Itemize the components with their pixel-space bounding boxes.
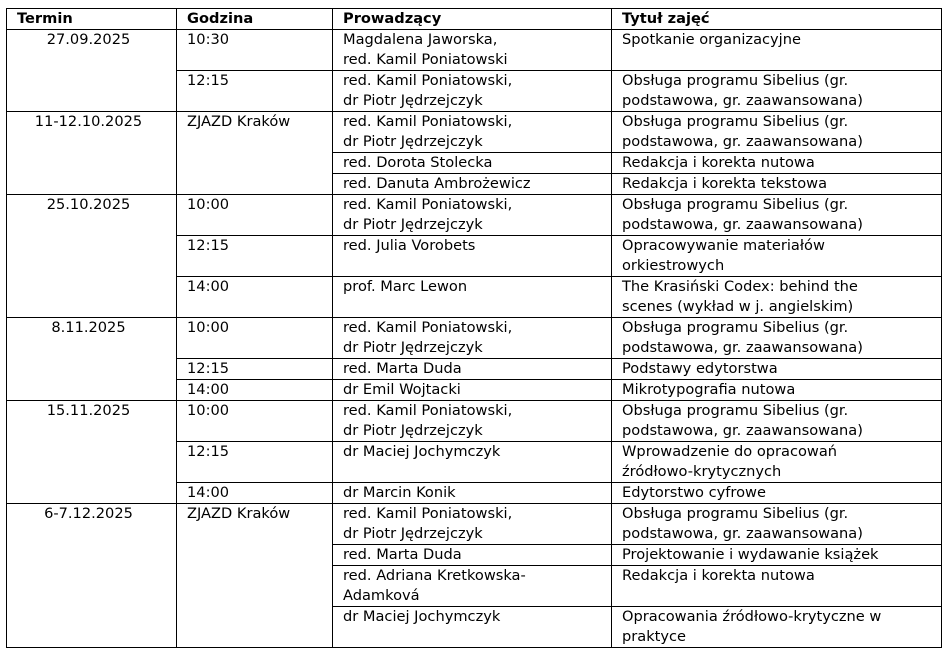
cell-tytul	[612, 380, 942, 401]
prowadzacy-text: prof. Marc Lewon	[343, 278, 468, 295]
header-prowadzacy: Prowadzący	[333, 9, 612, 30]
cell-prowadzacy	[333, 30, 612, 71]
prowadzacy-text: red. Kamil Poniatowski, dr Piotr Jędrzejczyk	[343, 402, 513, 439]
table-row	[7, 318, 942, 359]
cell-termin: 15.11.2025	[7, 401, 177, 504]
cell-tytul	[612, 277, 942, 318]
tytul-text: Podstawy edytorstwa	[622, 360, 778, 377]
cell-tytul	[612, 545, 942, 566]
prowadzacy-text: red. Dorota Stolecka	[343, 154, 493, 171]
tytul-text: Wprowadzenie do opracowań źródłowo-krytycznych	[622, 443, 838, 480]
table-row	[7, 112, 942, 153]
cell-tytul	[612, 483, 942, 504]
cell-godzina: 14:00	[177, 277, 333, 318]
cell-termin: 8.11.2025	[7, 318, 177, 401]
cell-prowadzacy	[333, 112, 612, 153]
tytul-text: Projektowanie i wydawanie książek	[622, 546, 879, 563]
prowadzacy-text: red. Marta Duda	[343, 360, 462, 377]
cell-prowadzacy	[333, 566, 612, 607]
header-tytul: Tytuł zajęć	[612, 9, 942, 30]
cell-godzina: 14:00	[177, 380, 333, 401]
cell-tytul	[612, 566, 942, 607]
cell-godzina: 12:15	[177, 359, 333, 380]
cell-tytul	[612, 174, 942, 195]
cell-prowadzacy	[333, 401, 612, 442]
cell-godzina: 12:15	[177, 71, 333, 112]
cell-tytul	[612, 607, 942, 648]
prowadzacy-text: red. Kamil Poniatowski, dr Piotr Jędrzejczyk	[343, 319, 513, 356]
cell-prowadzacy	[333, 545, 612, 566]
table-header	[7, 9, 942, 30]
prowadzacy-text: Magdalena Jaworska, red. Kamil Poniatowski	[343, 31, 508, 68]
cell-termin: 6-7.12.2025	[7, 504, 177, 648]
prowadzacy-text: dr Emil Wojtacki	[343, 381, 461, 398]
prowadzacy-text: red. Kamil Poniatowski, dr Piotr Jędrzejczyk	[343, 196, 513, 233]
tytul-text: Obsługa programu Sibelius (gr. podstawowa, gr. zaawansowana)	[622, 113, 863, 150]
cell-prowadzacy	[333, 153, 612, 174]
cell-termin: 11-12.10.2025	[7, 112, 177, 195]
cell-termin: 27.09.2025	[7, 30, 177, 112]
header-godzina: Godzina	[177, 9, 333, 30]
tytul-text: Obsługa programu Sibelius (gr. podstawowa, gr. zaawansowana)	[622, 319, 863, 356]
tytul-text: Obsługa programu Sibelius (gr. podstawowa, gr. zaawansowana)	[622, 72, 863, 109]
cell-prowadzacy	[333, 504, 612, 545]
prowadzacy-text: dr Maciej Jochymczyk	[343, 443, 501, 460]
cell-tytul	[612, 318, 942, 359]
cell-tytul	[612, 236, 942, 277]
table-row	[7, 401, 942, 442]
cell-prowadzacy	[333, 71, 612, 112]
cell-godzina: 14:00	[177, 483, 333, 504]
table-row	[7, 195, 942, 236]
prowadzacy-text: dr Marcin Konik	[343, 484, 456, 501]
tytul-text: Redakcja i korekta nutowa	[622, 154, 815, 171]
cell-godzina: ZJAZD Kraków	[177, 112, 333, 195]
schedule-table	[6, 8, 942, 648]
tytul-text: Spotkanie organizacyjne	[622, 31, 801, 48]
tytul-text: Obsługa programu Sibelius (gr. podstawowa, gr. zaawansowana)	[622, 505, 863, 542]
cell-tytul	[612, 153, 942, 174]
header-termin: Termin	[7, 9, 177, 30]
prowadzacy-text: dr Maciej Jochymczyk	[343, 608, 501, 625]
cell-prowadzacy	[333, 174, 612, 195]
prowadzacy-text: red. Danuta Ambrożewicz	[343, 175, 531, 192]
cell-prowadzacy	[333, 277, 612, 318]
cell-tytul	[612, 30, 942, 71]
prowadzacy-text: red. Kamil Poniatowski, dr Piotr Jędrzejczyk	[343, 72, 513, 109]
cell-godzina: ZJAZD Kraków	[177, 504, 333, 648]
tytul-text: Redakcja i korekta nutowa	[622, 567, 815, 584]
cell-prowadzacy	[333, 318, 612, 359]
prowadzacy-text: red. Adriana Kretkowska- Adamková	[343, 567, 526, 604]
prowadzacy-text: red. Marta Duda	[343, 546, 462, 563]
cell-tytul	[612, 442, 942, 483]
cell-tytul	[612, 359, 942, 380]
cell-tytul	[612, 195, 942, 236]
cell-tytul	[612, 401, 942, 442]
cell-godzina: 10:30	[177, 30, 333, 71]
cell-godzina: 10:00	[177, 195, 333, 236]
tytul-text: The Krasiński Codex: behind the scenes (wykład w j. angielskim)	[622, 278, 858, 315]
tytul-text: Edytorstwo cyfrowe	[622, 484, 766, 501]
cell-godzina: 12:15	[177, 442, 333, 483]
cell-termin: 25.10.2025	[7, 195, 177, 318]
table-row	[7, 504, 942, 545]
cell-godzina: 10:00	[177, 401, 333, 442]
tytul-text: Opracowywanie materiałów orkiestrowych	[622, 237, 825, 274]
cell-godzina: 12:15	[177, 236, 333, 277]
table-body	[7, 30, 942, 648]
prowadzacy-text: red. Kamil Poniatowski, dr Piotr Jędrzejczyk	[343, 113, 513, 150]
cell-prowadzacy	[333, 195, 612, 236]
tytul-text: Redakcja i korekta tekstowa	[622, 175, 828, 192]
cell-prowadzacy	[333, 380, 612, 401]
prowadzacy-text: red. Kamil Poniatowski, dr Piotr Jędrzejczyk	[343, 505, 513, 542]
cell-godzina: 10:00	[177, 318, 333, 359]
tytul-text: Obsługa programu Sibelius (gr. podstawowa, gr. zaawansowana)	[622, 196, 863, 233]
cell-tytul	[612, 112, 942, 153]
cell-tytul	[612, 504, 942, 545]
cell-tytul	[612, 71, 942, 112]
tytul-text: Obsługa programu Sibelius (gr. podstawowa, gr. zaawansowana)	[622, 402, 863, 439]
cell-prowadzacy	[333, 442, 612, 483]
table-row	[7, 30, 942, 71]
cell-prowadzacy	[333, 483, 612, 504]
prowadzacy-text: red. Julia Vorobets	[343, 237, 476, 254]
tytul-text: Opracowania źródłowo-krytyczne w praktyce	[622, 608, 882, 645]
cell-prowadzacy	[333, 607, 612, 648]
cell-prowadzacy	[333, 359, 612, 380]
cell-prowadzacy	[333, 236, 612, 277]
tytul-text: Mikrotypografia nutowa	[622, 381, 796, 398]
header-row	[7, 9, 942, 30]
